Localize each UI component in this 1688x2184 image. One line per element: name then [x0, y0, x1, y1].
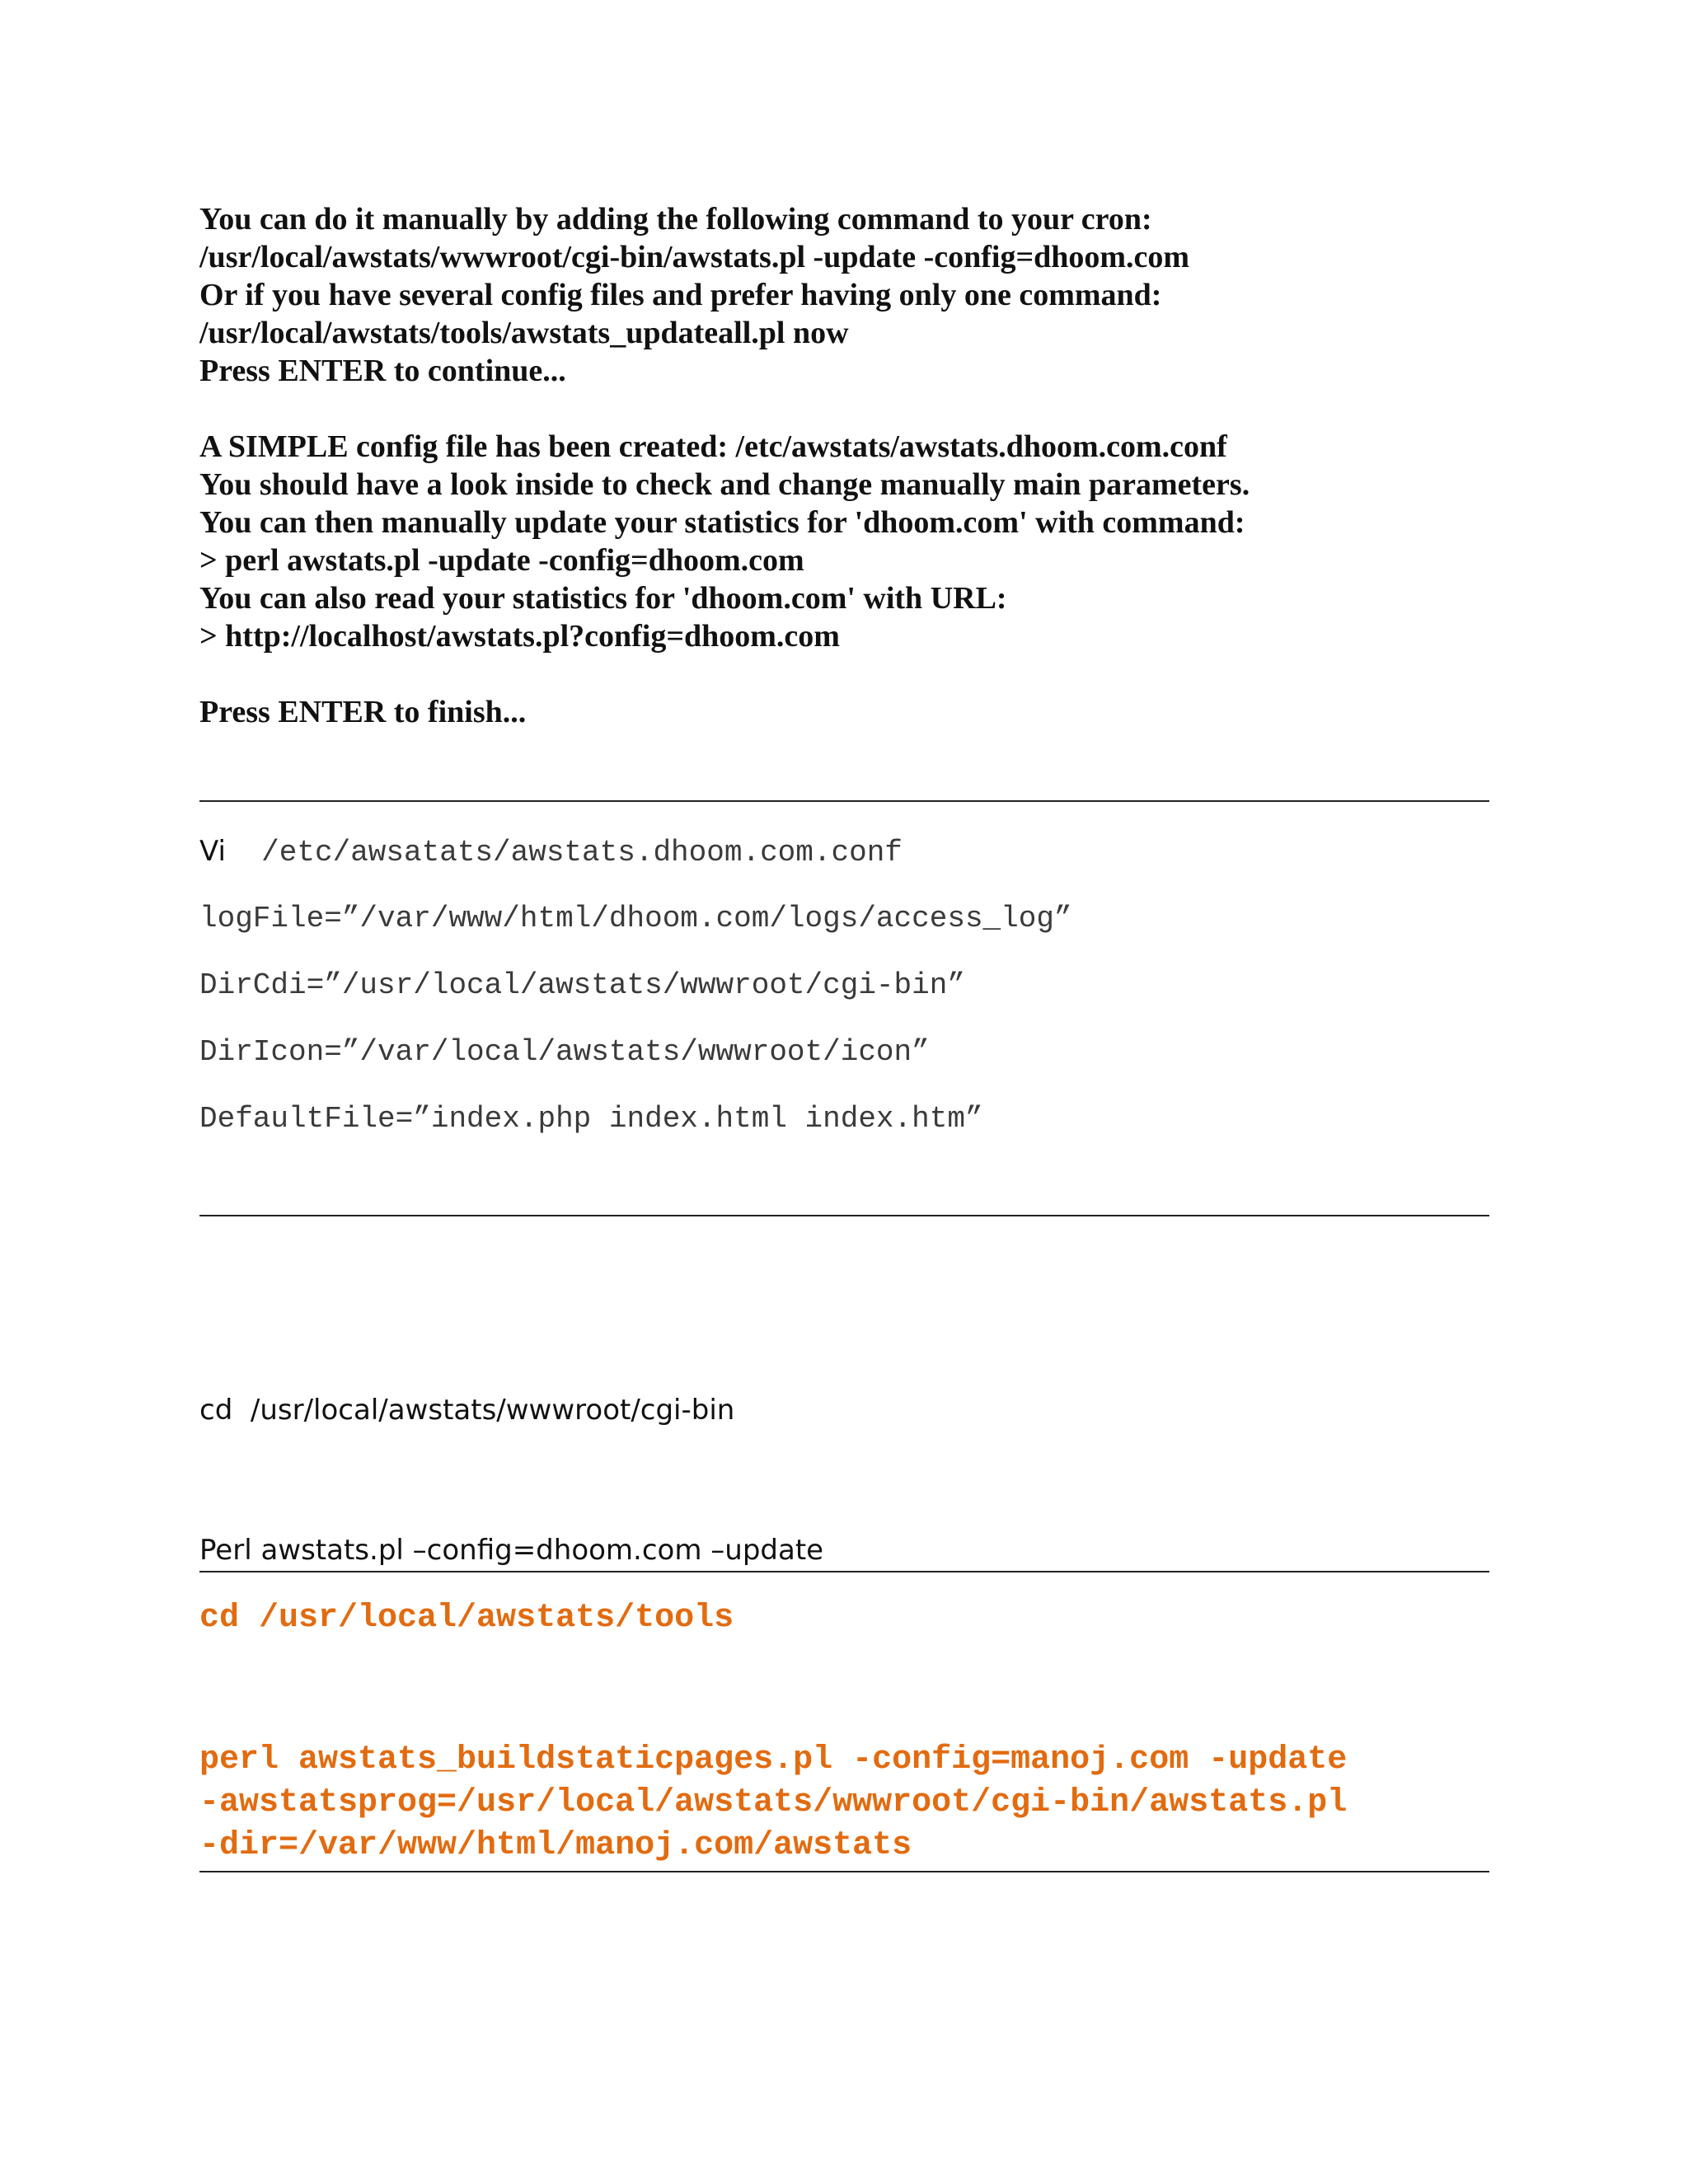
config-line: You can then manually update your statistics for 'dhoom.com' with command: [199, 505, 1245, 540]
config-setting: DirIcon=”/var/local/awstats/wwwroot/icon” [199, 1035, 930, 1069]
spacer [199, 1216, 1489, 1391]
build-command-line: -dir=/var/www/html/manoj.com/awstats [199, 1827, 912, 1864]
config-created-notice [199, 428, 1489, 655]
config-line: A SIMPLE config file has been created: /etc/awstats/awstats.dhoom.com.conf [199, 429, 1227, 464]
static-pages-block [199, 1597, 1489, 1868]
cd-tools-command: cd /usr/local/awstats/tools [199, 1600, 734, 1637]
build-command-line: -awstatsprog=/usr/local/awstats/wwwroot/cgi-bin/awstats.pl [199, 1784, 1348, 1821]
vi-path: /etc/awsatats/awstats.dhoom.com.conf [225, 836, 903, 869]
config-line: You can also read your statistics for 'dhoom.com' with URL: [199, 581, 1007, 616]
document-content [199, 200, 1489, 1872]
spacer [199, 1152, 1489, 1215]
finish-prompt [199, 693, 1489, 731]
config-line: > perl awstats.pl -update -config=dhoom.com [199, 543, 804, 578]
config-line: You should have a look inside to check and change manually main parameters. [199, 467, 1250, 502]
spacer [199, 1429, 1489, 1531]
spacer [199, 731, 1489, 800]
spacer [199, 655, 1489, 693]
config-setting: DefaultFile=”index.php index.html index.htm” [199, 1102, 983, 1136]
cd-cgi-bin-command: cd /usr/local/awstats/wwwroot/cgi-bin [199, 1394, 735, 1427]
cron-instructions [199, 200, 1489, 390]
finish-line: Press ENTER to finish... [199, 695, 527, 729]
build-command-line: perl awstats_buildstaticpages.pl -config=manoj.com -update [199, 1741, 1348, 1779]
cron-line: Press ENTER to continue... [199, 354, 566, 388]
config-setting: logFile=”/var/www/html/dhoom.com/logs/access_log” [199, 902, 1072, 935]
cron-line: Or if you have several config files and prefer having only one command: [199, 278, 1162, 312]
spacer [199, 802, 1489, 818]
config-setting: DirCdi=”/usr/local/awstats/wwwroot/cgi-bin” [199, 968, 965, 1002]
cron-line: /usr/local/awstats/wwwroot/cgi-bin/awstats.pl -update -config=dhoom.com [199, 240, 1190, 274]
vi-prefix: Vi [199, 835, 226, 868]
config-line: > http://localhost/awstats.pl?config=dhoom.com [199, 619, 840, 654]
spacer [199, 1572, 1489, 1597]
spacer [199, 1640, 1489, 1739]
config-edit-block [199, 818, 1489, 1152]
perl-update-command: Perl awstats.pl –config=dhoom.com –update [199, 1534, 824, 1567]
cron-line: You can do it manually by adding the following command to your cron: [199, 202, 1152, 237]
vi-command [199, 818, 1489, 885]
spacer [199, 390, 1489, 428]
cron-line: /usr/local/awstats/tools/awstats_updateall.pl now [199, 316, 849, 350]
section-divider [199, 1871, 1489, 1872]
